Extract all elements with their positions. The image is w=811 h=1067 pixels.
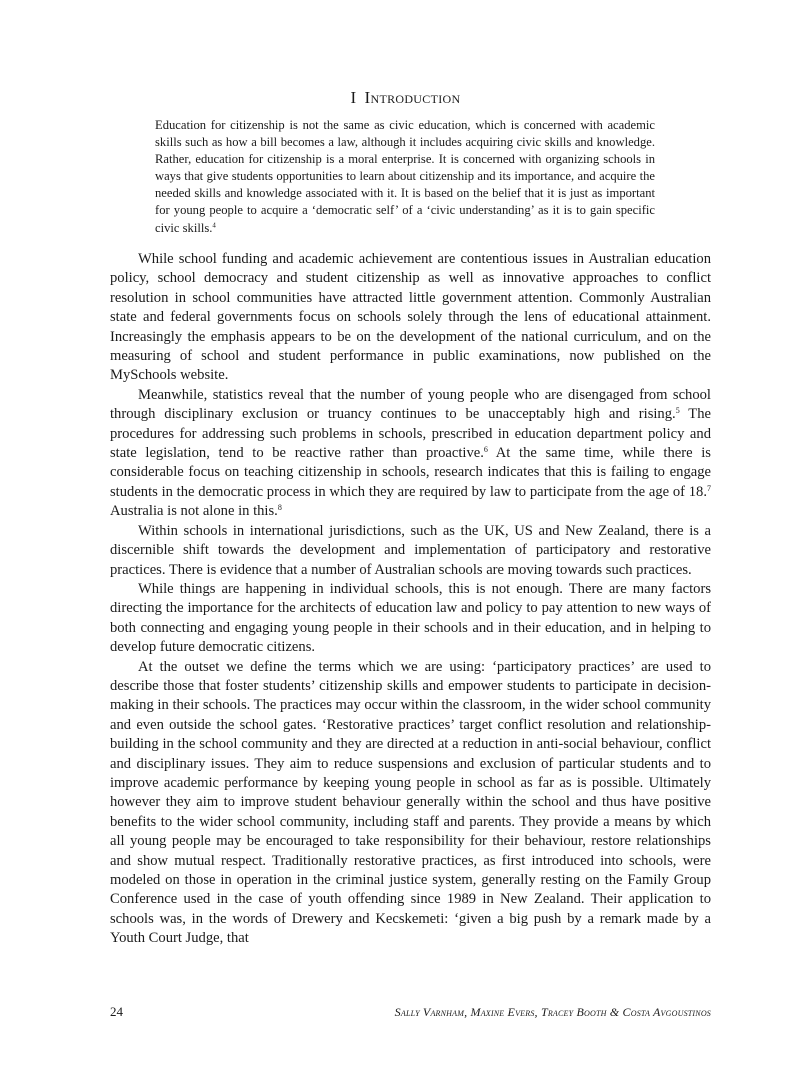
paragraph-text: At the outset we define the terms which we are using: ‘participatory practices’ are used to describe those that foster students’ citizenship skills and empower students to participate in decision-making in their schools. The practices may occur within the classroom, in the wider school community and even outside the school gates. ‘Restorative practices’ target conflict resolution and relationship-building in the school community and they are directed at a reduction in anti-social behaviour, conflict and disciplinary issues. They aim to reduce suspensions and exclusion of particular students and to improve academic performance by keeping young people in school as far as is possible. Ultimately however they aim to improve student behaviour generally within the school and thus have positive benefits to the wider school community, including staff and parents. They provide a means by which all young people may be encouraged to take responsibility for their behaviour, restore relationships and show mutual respect. Traditionally restorative practices, as first introduced into schools, were modeled on those in operation in the criminal justice system, generally resting on the Family Group Conference used in the case of youth offending since 1989 in New Zealand. Their application to schools was, in the words of Drewery and Kecskemeti: ‘given a big push by a remark made by a Youth Court Judge, that — [110, 658, 711, 947]
body-paragraph — [110, 250, 711, 386]
paragraph-text: While things are happening in individual schools, this is not enough. There are many factors directing the importance for the architects of education law and policy to pay attention to new ways of both connecting and engaging young people in their schools and in their education, and in helping to develop future democratic citizens. — [110, 580, 711, 656]
section-number: I — [350, 88, 357, 107]
body-text — [110, 250, 711, 949]
block-quote-text: Education for citizenship is not the same as civic education, which is concerned with academic skills such as how a bill becomes a law, although it includes acquiring civic skills and knowledge. Rather, education for citizenship is a moral enterprise. It is concerned with organizing schools in ways that give students opportunities to learn about citizenship and its importance, and acquire the needed skills and knowledge associated with it. It is based on the belief that it is just as important for young people to acquire a ‘democratic self’ of a ‘civic understanding’ as it is to gain specific civic skills. — [155, 118, 655, 235]
footnote-marker: 7 — [706, 483, 711, 493]
page-footer — [110, 1004, 711, 1020]
footnote-marker: 4 — [212, 222, 216, 230]
paragraph-text: While school funding and academic achievement are contentious issues in Australian education policy, school democracy and student citizenship as well as innovative approaches to conflict resolution in school communities have attracted little government attention. Commonly Australian state and federal governments focus on schools solely through the lens of educational attainment. Increasingly the emphasis appears to be on the development of the national curriculum, and on the measuring of school and student performance in public examinations, now published on the MySchools website. — [110, 251, 711, 384]
paragraph-text: At the same time, while there is considerable focus on teaching citizenship in schools, research indicates that this is failing to engage students in the democratic process in which they are required by law to participate from the age of 18. — [110, 445, 711, 500]
footnote-marker: 6 — [483, 444, 488, 454]
paragraph-text: Australia is not alone in this. — [110, 503, 278, 520]
body-paragraph — [110, 522, 711, 580]
body-paragraph — [110, 580, 711, 658]
running-footer-authors: Sally Varnham, Maxine Evers, Tracey Booth & Costa Avgoustinos — [394, 1005, 711, 1019]
body-paragraph — [110, 386, 711, 522]
paragraph-text: Within schools in international jurisdictions, such as the UK, US and New Zealand, there is a discernible shift towards the development and implementation of participatory and restorative practices. There is evidence that a number of Australian schools are moving towards such practices. — [110, 522, 711, 578]
footnote-marker: 8 — [277, 503, 282, 513]
block-quote — [155, 117, 655, 237]
section-heading — [0, 88, 811, 108]
section-title: Introduction — [364, 88, 461, 107]
page-number: 24 — [110, 1004, 123, 1019]
footnote-marker: 5 — [675, 406, 680, 416]
body-paragraph — [110, 658, 711, 949]
paragraph-text: The procedures for addressing such problems in schools, prescribed in education department policy and state legislation, tend to be reactive rather than proactive. — [110, 406, 711, 462]
paragraph-text: Meanwhile, statistics reveal that the number of young people who are disengaged from school through disciplinary exclusion or truancy continues to be unacceptably high and rising. — [110, 386, 711, 423]
